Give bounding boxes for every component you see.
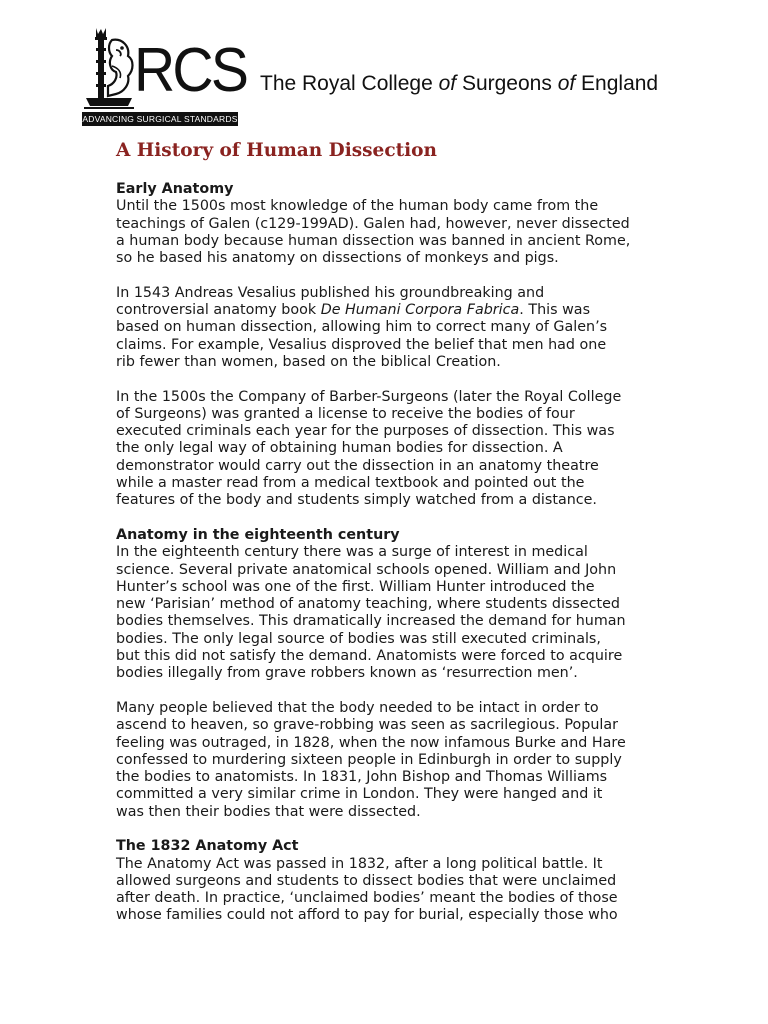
letterhead <box>82 26 702 130</box>
paragraph: In the eighteenth century there was a surge of interest in medical science. Several private anatomical schools opened. William and John Hunter’s school was one of the first. William Hunter introduced the new ‘Parisian’ method of anatomy teaching, where students dissected bodies themselves. This dramatically increased the demand for human bodies. The only legal source of bodies was still executed criminals, but this did not satisfy the demand. Anatomists were forced to acquire bodies illegally from grave robbers known as ‘resurrection men’. <box>116 544 626 682</box>
logo-letters: RCS <box>134 36 247 105</box>
paragraph: Many people believed that the body needed to be intact in order to ascend to heaven, so grave-robbing was seen as sacrilegious. Popular feeling was outraged, in 1828, when the now infamous Burke and Hare confessed to murdering sixteen people in Edinburgh in order to supply the bodies to anatomists. In 1831, John Bishop and Thomas Williams committed a very similar crime in London. They were hanged and it was then their bodies that were dissected. <box>116 699 626 820</box>
paragraph-text: . This was based on human dissection, allowing him to correct many of Galen’s claims. For example, Vesalius disproved the belief that men had one rib fewer than women, based on the biblical Creation. <box>116 302 608 370</box>
logo-tagline: ADVANCING SURGICAL STANDARDS <box>82 114 238 124</box>
section-heading: Anatomy in the eighteenth century <box>116 526 400 543</box>
paragraph: The Anatomy Act was passed in 1832, after a long political battle. It allowed surgeons and students to dissect bodies that were unclaimed after death. In practice, ‘unclaimed bodies’ meant the bodies of those whose families could not afford to pay for burial, especially those who <box>116 855 618 924</box>
college-name-part: Surgeons <box>456 72 558 95</box>
paragraph: Until the 1500s most knowledge of the human body came from the teachings of Galen (c129-199AD). Galen had, however, never dissected a human body because human dissection was banned in ancient Rome, so he based his anatomy on dissections of monkeys and pigs. <box>116 198 631 267</box>
rcs-logo <box>82 26 247 128</box>
section-heading: The 1832 Anatomy Act <box>116 838 299 855</box>
document-body <box>116 181 656 925</box>
paragraph <box>116 285 656 371</box>
college-name <box>260 72 658 96</box>
college-name-part-italic: of <box>438 72 457 95</box>
college-name-part: The Royal College <box>260 72 439 95</box>
paragraph-text: In 1543 Andreas Vesalius published his groundbreaking and controversial anatomy book <box>116 284 545 319</box>
book-title: De Humani Corpora Fabrica <box>320 302 520 319</box>
crest-icon <box>82 26 136 110</box>
document-title: A History of Human Dissection <box>116 140 437 161</box>
paragraph: In the 1500s the Company of Barber-Surgeons (later the Royal College of Surgeons) was granted a license to receive the bodies of four executed criminals each year for the purposes of dissection. This was the only legal way of obtaining human bodies for dissection. A demonstrator would carry out the dissection in an anatomy theatre while a master read from a medical textbook and pointed out the features of the body and students simply watched from a distance. <box>116 388 622 509</box>
college-name-part: England <box>575 72 659 95</box>
college-name-part-italic: of <box>557 72 576 95</box>
section-heading: Early Anatomy <box>116 181 234 197</box>
